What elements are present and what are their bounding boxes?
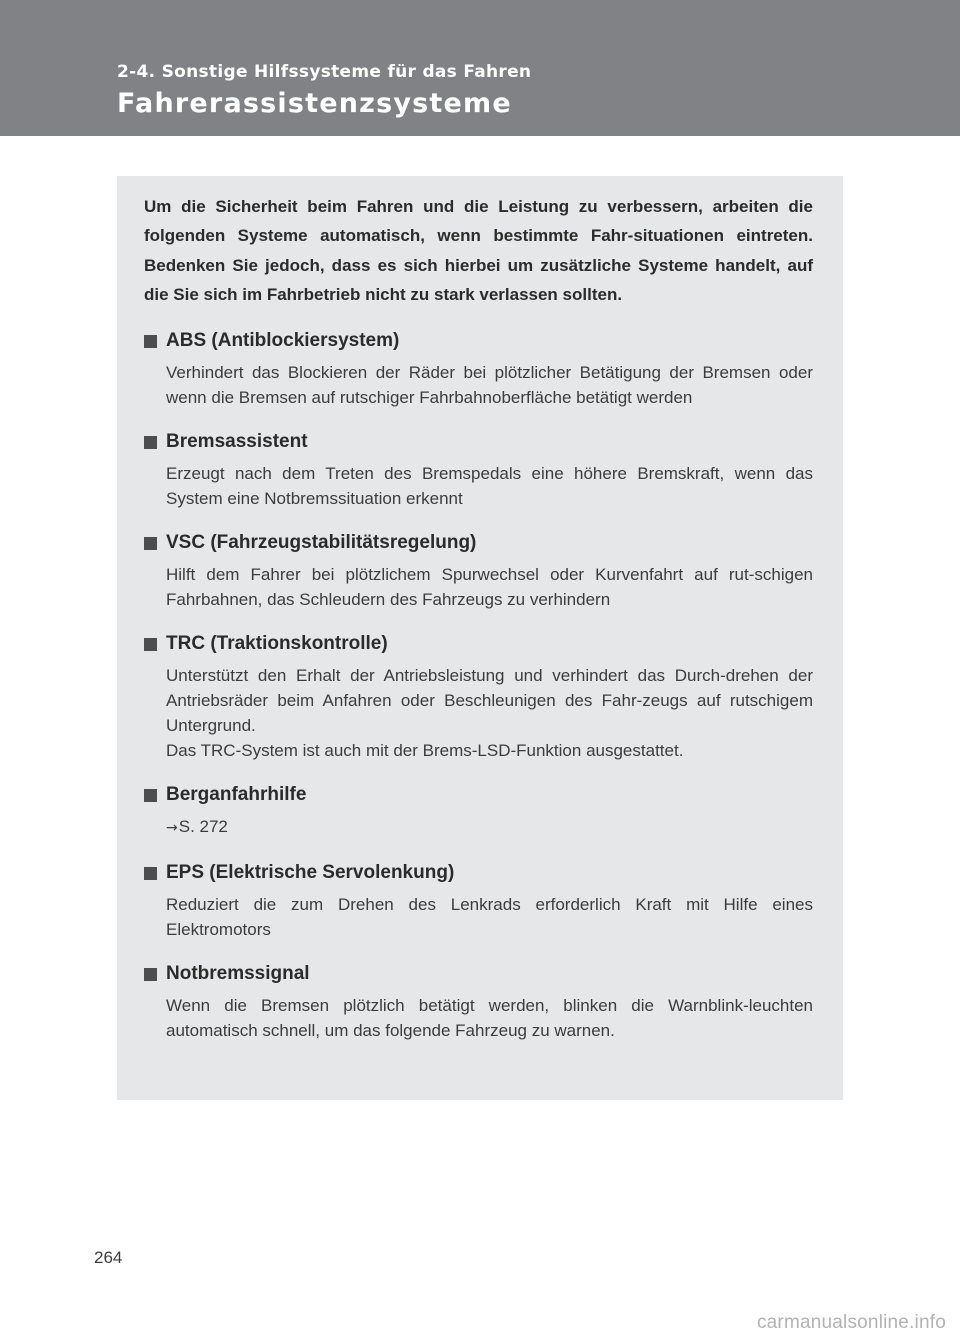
watermark: carmanualsonline.info [756,1312,946,1333]
item-title: TRC (Traktionskontrolle) [166,633,388,655]
item-description-note: Das TRC-System ist auch mit der Brems-LSD-Funktion ausgestattet. [166,741,684,761]
square-bullet-icon [144,638,157,651]
square-bullet-icon [144,436,157,449]
arrow-right-icon: → [166,820,178,837]
item-title: Bremsassistent [166,431,308,453]
square-bullet-icon [144,968,157,981]
section-label: 2-4. Sonstige Hilfssysteme für das Fahren [117,62,532,82]
item-title: Notbremssignal [166,963,310,985]
item-description: Verhindert das Blockieren der Räder bei plötzlicher Betätigung der Bremsen oder wenn die Bremsen auf rutschiger Fahrbahnoberfläche betätigt werden [166,363,813,408]
page-number: 264 [94,1248,123,1267]
square-bullet-icon [144,537,157,550]
item-trc [144,629,813,763]
item-emergency-brake-signal [144,959,813,1043]
item-title: EPS (Elektrische Servolenkung) [166,862,455,884]
item-title: VSC (Fahrzeugstabilitätsregelung) [166,532,477,554]
page-reference-text: S. 272 [178,817,228,837]
page-reference [166,814,813,841]
page-title: Fahrerassistenzsysteme [117,88,512,119]
item-description: Unterstützt den Erhalt der Antriebsleistung und verhindert das Durch-drehen der Antriebsräder beim Anfahren oder Beschleunigen des Fahr-zeugs auf rutschigem Untergrund. [166,666,813,736]
item-brake-assist [144,427,813,511]
square-bullet-icon [144,789,157,802]
item-description: Erzeugt nach dem Treten des Bremspedals eine höhere Bremskraft, wenn das System eine Notbremssituation erkennt [166,464,813,509]
chapter-header [0,0,960,136]
item-vsc [144,528,813,612]
item-description: Reduziert die zum Drehen des Lenkrads erforderlich Kraft mit Hilfe eines Elektromotors [166,895,813,940]
item-title: ABS (Antiblockiersystem) [166,330,400,352]
item-description: Hilft dem Fahrer bei plötzlichem Spurwechsel oder Kurvenfahrt auf rut-schigen Fahrbahnen, das Schleudern des Fahrzeugs zu verhindern [166,565,813,610]
item-description: Wenn die Bremsen plötzlich betätigt werden, blinken die Warnblink-leuchten automatisch schnell, um das folgende Fahrzeug zu warnen. [166,996,813,1041]
square-bullet-icon [144,335,157,348]
item-title: Berganfahrhilfe [166,784,307,806]
square-bullet-icon [144,867,157,880]
intro-text: Um die Sicherheit beim Fahren und die Leistung zu verbessern, arbeiten die folgenden Systeme automatisch, wenn bestimmte Fahr-situationen eintreten. Bedenken Sie jedoch, dass es sich hierbei um zusätzliche Systeme handelt, auf die Sie sich im Fahrbetrieb nicht zu stark verlassen sollten. [144,197,813,304]
item-eps [144,858,813,942]
item-abs [144,326,813,410]
content-box [117,176,843,1100]
item-hill-start-assist [144,780,813,841]
